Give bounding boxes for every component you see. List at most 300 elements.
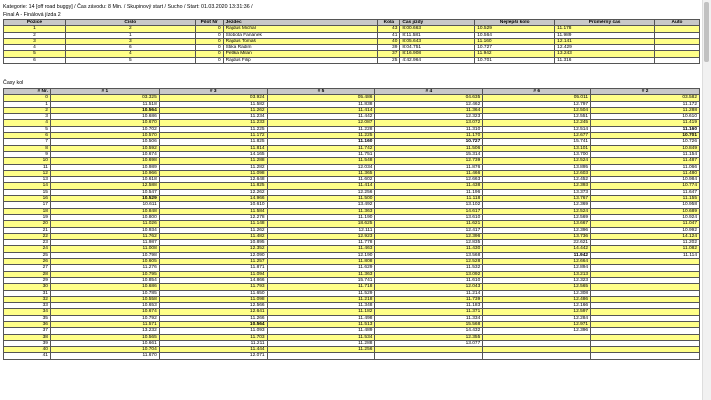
lap-number-cell: 11 <box>4 164 51 170</box>
results-cell-avg: 11.316 <box>555 57 655 63</box>
results-cell-pilot: 0 <box>195 51 223 57</box>
lap-time-cell: 11.233 <box>159 120 267 126</box>
lap-time-cell: 14.124 <box>591 233 700 239</box>
lap-time-cell: 05.011 <box>483 95 591 101</box>
lap-time-cell: 12.355 <box>375 334 483 340</box>
laps-col-header: # 5 <box>267 89 375 95</box>
lap-time-cell: 12.323 <box>483 277 591 283</box>
results-cell-laps: 40 <box>378 38 400 44</box>
report-header: Kategorie: 14 [off road buggy] / Čas závodu: 8 Min. / Skupinový start / Sucho / Start: 01.03.2020 13:31:36 / <box>3 4 253 10</box>
lap-time-cell: 11.026 <box>50 221 159 227</box>
lap-time-cell: 10.610 <box>591 114 700 120</box>
lap-time-cell: 11.266 <box>159 315 267 321</box>
laps-col-header: # Nr. <box>4 89 51 95</box>
results-cell-best: 10.564 <box>475 32 555 38</box>
lap-time-cell: 13.232 <box>50 328 159 334</box>
results-col-header: Čas jízdy <box>400 20 475 26</box>
lap-time-cell: 11.718 <box>267 284 375 290</box>
lap-time-cell: 15.741 <box>483 139 591 145</box>
results-cell-num: 1 <box>65 32 195 38</box>
lap-time-cell: 13.101 <box>483 145 591 151</box>
lap-number-cell: 10 <box>4 158 51 164</box>
lap-time-cell: 13.700 <box>483 151 591 157</box>
lap-time-cell: 13.568 <box>375 252 483 258</box>
lap-time-cell: 12.664 <box>483 259 591 265</box>
results-cell-pos: 3 <box>4 38 66 44</box>
laps-col-header: # 3 <box>159 89 267 95</box>
lap-time-cell: 12.524 <box>483 158 591 164</box>
lap-time-cell: 11.348 <box>267 303 375 309</box>
lap-time-cell: 13.102 <box>375 202 483 208</box>
results-cell-pos: 5 <box>4 51 66 57</box>
lap-time-cell: 03.325 <box>50 95 159 101</box>
lap-time-cell: 11.170 <box>375 133 483 139</box>
laps-col-header: # 4 <box>375 89 483 95</box>
lap-time-cell: 13.767 <box>483 196 591 202</box>
lap-time-cell: 14.165 <box>159 151 267 157</box>
results-cell-pilot: 0 <box>195 45 223 51</box>
lap-time-cell: 12.396 <box>483 227 591 233</box>
lap-number-cell: 13 <box>4 177 51 183</box>
lap-time-cell: 11.571 <box>50 321 159 327</box>
lap-number-cell: 0 <box>4 95 51 101</box>
lap-time-cell: 10.785 <box>50 290 159 296</box>
lap-time-cell: 11.334 <box>375 315 483 321</box>
lap-time-cell: 12.323 <box>375 114 483 120</box>
results-cell-pos: 1 <box>4 26 66 32</box>
lap-time-cell: 12.797 <box>483 101 591 107</box>
lap-time-cell: 11.793 <box>159 284 267 290</box>
lap-time-cell: 12.278 <box>159 214 267 220</box>
lap-time-cell: 11.196 <box>375 189 483 195</box>
lap-number-cell: 4 <box>4 120 51 126</box>
lap-time-cell: 10.701 <box>591 133 700 139</box>
lap-time-cell: 11.838 <box>267 101 375 107</box>
results-cell-name: Petlka Milan <box>223 51 378 57</box>
lap-time-cell: 11.621 <box>375 221 483 227</box>
lap-time-cell: 13.492 <box>267 202 375 208</box>
lap-time-cell: 10.798 <box>50 252 159 258</box>
lap-number-cell: 29 <box>4 277 51 283</box>
lap-time-cell: 11.225 <box>159 126 267 132</box>
lap-time-cell: 18.625 <box>267 221 375 227</box>
lap-time-cell: 12.393 <box>483 183 591 189</box>
lap-number-cell: 8 <box>4 145 51 151</box>
lap-time-cell: 12.603 <box>483 170 591 176</box>
results-cell-time: 8:16.908 <box>400 51 475 57</box>
lap-time-cell: 10.686 <box>50 114 159 120</box>
results-cell-avg: 11.989 <box>555 32 655 38</box>
lap-time-cell: 11.584 <box>159 208 267 214</box>
results-cell-avg: 12.141 <box>555 38 655 44</box>
lap-time-cell: 11.548 <box>267 158 375 164</box>
lap-time-cell: 11.262 <box>159 107 267 113</box>
lap-time-cell: 11.529 <box>267 290 375 296</box>
lap-time-cell: 10.610 <box>159 202 267 208</box>
results-cell-name: Rajdus Michal <box>223 26 378 32</box>
lap-time-cell: 10.958 <box>591 202 700 208</box>
lap-time-cell: 11.414 <box>267 183 375 189</box>
lap-time-cell: 12.588 <box>50 183 159 189</box>
lap-time-cell: 11.582 <box>159 101 267 107</box>
results-cell-num: 6 <box>65 45 195 51</box>
lap-time-cell: 11.762 <box>50 233 159 239</box>
lap-time-cell: 11.871 <box>159 265 267 271</box>
lap-time-cell: 12.971 <box>483 321 591 327</box>
lap-time-cell: 11.610 <box>375 277 483 283</box>
results-cell-best: 10.529 <box>475 26 555 32</box>
lap-time-cell: 11.363 <box>267 208 375 214</box>
lap-time-cell: 11.430 <box>375 246 483 252</box>
results-cell-best: 11.160 <box>475 38 555 44</box>
lap-time-cell: 10.726 <box>591 139 700 145</box>
lap-time-cell: 10.704 <box>50 347 159 353</box>
lap-time-cell: 11.742 <box>267 145 375 151</box>
lap-time-cell: 11.082 <box>591 246 700 252</box>
lap-time-cell <box>591 353 700 359</box>
lap-time-cell: 11.419 <box>591 120 700 126</box>
results-cell-time: 8:00.663 <box>400 26 475 32</box>
lap-time-cell: 15.314 <box>375 151 483 157</box>
lap-time-cell: 11.442 <box>267 114 375 120</box>
lap-time-cell: 11.498 <box>267 315 375 321</box>
results-cell-pos: 4 <box>4 45 66 51</box>
lap-time-cell: 11.047 <box>591 221 700 227</box>
results-cell-num: 3 <box>65 38 195 44</box>
lap-time-cell: 10.570 <box>50 133 159 139</box>
lap-time-cell: 11.703 <box>159 334 267 340</box>
results-cell-num: 2 <box>65 26 195 32</box>
lap-time-cell: 12.597 <box>483 309 591 315</box>
lap-number-cell: 22 <box>4 233 51 239</box>
lap-time-cell: 22.621 <box>483 240 591 246</box>
results-cell-car <box>655 57 700 63</box>
lap-time-cell: 11.098 <box>159 296 267 302</box>
lap-time-cell: 11.225 <box>267 133 375 139</box>
laps-col-header: # 2 <box>591 89 700 95</box>
results-col-header: Pozice <box>4 20 66 26</box>
lap-time-cell: 13.736 <box>483 233 591 239</box>
lap-number-cell: 38 <box>4 334 51 340</box>
lap-time-cell: 11.288 <box>159 158 267 164</box>
results-cell-pilot: 0 <box>195 26 223 32</box>
lap-time-cell: 11.825 <box>159 183 267 189</box>
lap-number-cell: 14 <box>4 183 51 189</box>
lap-time-cell: 12.452 <box>483 177 591 183</box>
lap-time-cell: 12.284 <box>483 315 591 321</box>
lap-time-cell: 11.066 <box>591 164 700 170</box>
lap-time-cell: 12.166 <box>483 303 591 309</box>
lap-number-cell: 18 <box>4 208 51 214</box>
lap-time-cell: 11.876 <box>375 164 483 170</box>
lap-time-cell: 13.092 <box>375 271 483 277</box>
final-title: Final A - Finálová jízda 2 <box>3 12 61 18</box>
lap-time-cell: 11.118 <box>375 196 483 202</box>
lap-time-cell: 11.513 <box>267 321 375 327</box>
lap-time-cell: 12.369 <box>483 202 591 208</box>
lap-time-cell <box>375 353 483 359</box>
lap-number-cell: 12 <box>4 170 51 176</box>
lap-time-cell <box>483 353 591 359</box>
lap-time-cell: 15.741 <box>267 277 375 283</box>
lap-time-cell: 12.087 <box>267 120 375 126</box>
results-cell-pos: 6 <box>4 57 66 63</box>
results-cell-name: Rajdus Filip <box>223 57 378 63</box>
results-cell-name: Slobota Fanánek <box>223 32 378 38</box>
lap-time-cell: 11.094 <box>159 271 267 277</box>
lap-time-cell: 12.524 <box>483 208 591 214</box>
lap-time-cell: 11.182 <box>267 309 375 315</box>
lap-time-cell: 10.592 <box>50 145 159 151</box>
lap-number-cell: 6 <box>4 133 51 139</box>
lap-time-cell: 10.529 <box>50 196 159 202</box>
lap-time-cell: 12.739 <box>375 158 483 164</box>
lap-time-cell: 12.551 <box>483 114 591 120</box>
lap-time-cell: 12.528 <box>375 259 483 265</box>
lap-number-cell: 7 <box>4 139 51 145</box>
lap-time-cell: 11.148 <box>159 221 267 227</box>
results-col-header: Průměrný čas <box>555 20 655 26</box>
lap-number-cell: 33 <box>4 303 51 309</box>
lap-time-cell: 10.795 <box>50 271 159 277</box>
results-cell-time: 8:11.581 <box>400 32 475 38</box>
lap-time-cell: 10.547 <box>50 189 159 195</box>
lap-number-cell: 1 <box>4 101 51 107</box>
results-cell-best: 11.942 <box>475 51 555 57</box>
lap-time-cell: 11.825 <box>159 139 267 145</box>
lap-time-cell: 11.987 <box>50 240 159 246</box>
lap-time-cell: 11.371 <box>375 309 483 315</box>
lap-time-cell: 12.352 <box>159 246 267 252</box>
lap-time-cell: 11.234 <box>159 114 267 120</box>
lap-number-cell: 26 <box>4 259 51 265</box>
lap-time-cell: 12.111 <box>267 227 375 233</box>
results-cell-avg: 12.429 <box>555 45 655 51</box>
lap-number-cell: 41 <box>4 353 51 359</box>
lap-number-cell: 25 <box>4 252 51 258</box>
lap-time-cell: 10.792 <box>50 315 159 321</box>
results-cell-num: 4 <box>65 51 195 57</box>
results-cell-name: Rajdus Tomáš <box>223 38 378 44</box>
lap-time-cell: 11.438 <box>375 183 483 189</box>
lap-time-cell: 11.466 <box>375 170 483 176</box>
results-col-header: Jezdec <box>223 20 378 26</box>
lap-time-cell: 10.924 <box>591 214 700 220</box>
lap-time-cell: 12.462 <box>375 101 483 107</box>
lap-time-cell: 12.262 <box>159 189 267 195</box>
results-cell-pilot: 0 <box>195 38 223 44</box>
lap-time-cell: 13.895 <box>483 164 591 170</box>
lap-time-cell: 11.262 <box>159 227 267 233</box>
results-col-header: Nejlepší kolo <box>475 20 555 26</box>
lap-number-cell: 17 <box>4 202 51 208</box>
lap-time-cell: 11.172 <box>591 101 700 107</box>
lap-time-cell: 14.617 <box>375 208 483 214</box>
lap-time-cell: 11.532 <box>375 265 483 271</box>
lap-time-cell: 12.090 <box>159 252 267 258</box>
lap-number-cell: 30 <box>4 284 51 290</box>
lap-time-cell: 10.849 <box>591 145 700 151</box>
lap-row <box>4 353 700 359</box>
lap-time-cell: 11.093 <box>159 328 267 334</box>
lap-time-cell: 11.778 <box>267 240 375 246</box>
lap-time-cell: 12.923 <box>267 233 375 239</box>
vertical-scrollbar[interactable] <box>702 0 711 400</box>
lap-time-cell: 03.582 <box>591 95 700 101</box>
laps-col-header: # 6 <box>483 89 591 95</box>
lap-time-cell: 10.800 <box>50 214 159 220</box>
lap-time-cell: 13.213 <box>483 271 591 277</box>
results-cell-laps: 41 <box>378 32 400 38</box>
lap-time-cell: 12.677 <box>483 133 591 139</box>
lap-time-cell: 12.641 <box>159 309 267 315</box>
lap-time-cell: 12.396 <box>375 233 483 239</box>
results-table <box>3 19 700 64</box>
laps-table <box>3 88 700 360</box>
lap-time-cell: 11.506 <box>375 145 483 151</box>
lap-number-cell: 28 <box>4 271 51 277</box>
lap-time-cell: 10.558 <box>50 296 159 302</box>
lap-time-cell: 04.635 <box>375 95 483 101</box>
lap-time-cell: 11.172 <box>159 133 267 139</box>
lap-time-cell: 10.565 <box>50 334 159 340</box>
lap-time-cell: 10.895 <box>159 240 267 246</box>
lap-time-cell: 10.702 <box>50 126 159 132</box>
results-cell-best: 10.727 <box>475 45 555 51</box>
lap-time-cell: 10.689 <box>591 208 700 214</box>
results-cell-best: 10.701 <box>475 57 555 63</box>
lap-time-cell: 12.071 <box>159 353 267 359</box>
scrollbar-thumb[interactable] <box>704 2 709 62</box>
lap-time-cell: 11.288 <box>591 107 700 113</box>
lap-time-cell: 14.442 <box>483 246 591 252</box>
lap-time-cell: 11.414 <box>267 107 375 113</box>
lap-time-cell: 12.417 <box>375 227 483 233</box>
lap-time-cell: 11.365 <box>267 170 375 176</box>
lap-time-cell: 13.667 <box>483 221 591 227</box>
lap-time-cell: 11.154 <box>591 151 700 157</box>
lap-time-cell: 11.256 <box>267 347 375 353</box>
lap-number-cell: 3 <box>4 114 51 120</box>
lap-time-cell: 11.463 <box>267 246 375 252</box>
lap-number-cell: 40 <box>4 347 51 353</box>
lap-time-cell: 11.288 <box>267 340 375 346</box>
lap-time-cell: 10.774 <box>591 183 700 189</box>
lap-time-cell: 11.814 <box>159 145 267 151</box>
results-row <box>4 57 700 63</box>
lap-time-cell: 11.160 <box>267 139 375 145</box>
lap-time-cell: 10.848 <box>50 208 159 214</box>
lap-time-cell: 11.629 <box>267 265 375 271</box>
lap-time-cell: 11.160 <box>591 126 700 132</box>
lap-time-cell: 03.924 <box>159 95 267 101</box>
results-cell-laps: 43 <box>378 26 400 32</box>
lap-time-cell: 14.866 <box>159 277 267 283</box>
lap-time-cell: 12.245 <box>483 120 591 126</box>
lap-time-cell: 11.650 <box>159 290 267 296</box>
lap-number-cell: 20 <box>4 221 51 227</box>
lap-time-cell: 10.653 <box>50 303 159 309</box>
lap-time-cell: 12.569 <box>483 214 591 220</box>
lap-time-cell: 11.489 <box>267 328 375 334</box>
lap-time-cell: 11.098 <box>159 170 267 176</box>
lap-time-cell: 11.114 <box>591 252 700 258</box>
lap-time-cell: 10.564 <box>50 107 159 113</box>
lap-time-cell: 10.670 <box>50 120 159 126</box>
lap-time-cell: 12.486 <box>483 296 591 302</box>
lap-time-cell: 10.854 <box>50 277 159 283</box>
lap-time-cell: 10.506 <box>50 139 159 145</box>
lap-time-cell: 12.835 <box>375 240 483 246</box>
lap-time-cell: 11.218 <box>267 296 375 302</box>
lap-number-cell: 21 <box>4 227 51 233</box>
results-cell-time: 8:04.751 <box>400 45 475 51</box>
lap-time-cell: 11.183 <box>375 303 483 309</box>
lap-time-cell: 11.211 <box>159 340 267 346</box>
lap-time-cell: 14.966 <box>159 196 267 202</box>
lap-time-cell: 11.190 <box>267 214 375 220</box>
lap-time-cell: 12.504 <box>483 107 591 113</box>
lap-time-cell: 13.072 <box>375 120 483 126</box>
lap-time-cell: 11.500 <box>267 196 375 202</box>
results-cell-laps: 37 <box>378 51 400 57</box>
lap-time-cell: 10.984 <box>591 177 700 183</box>
results-cell-pilot: 0 <box>195 32 223 38</box>
lap-time-cell: 12.663 <box>375 177 483 183</box>
lap-time-cell: 11.751 <box>267 151 375 157</box>
lap-time-cell: 12.043 <box>375 284 483 290</box>
lap-time-cell: 11.363 <box>267 271 375 277</box>
lap-time-cell: 13.373 <box>483 189 591 195</box>
lap-time-cell: 11.202 <box>591 240 700 246</box>
lap-time-cell: 11.444 <box>159 347 267 353</box>
lap-number-cell: 16 <box>4 196 51 202</box>
lap-time-cell: 11.534 <box>267 334 375 340</box>
lap-number-cell: 24 <box>4 246 51 252</box>
lap-number-cell: 2 <box>4 107 51 113</box>
lap-time-cell: 10.564 <box>159 321 267 327</box>
lap-time-cell: 14.432 <box>375 328 483 334</box>
results-col-header: Kola <box>378 20 400 26</box>
lap-time-cell: 12.565 <box>483 284 591 290</box>
lap-time-cell <box>267 353 375 359</box>
lap-number-cell: 39 <box>4 340 51 346</box>
lap-time-cell: 10.934 <box>50 227 159 233</box>
lap-time-cell: 11.364 <box>375 107 483 113</box>
lap-time-cell: 11.214 <box>375 290 483 296</box>
lap-time-cell: 11.518 <box>50 101 159 107</box>
lap-time-cell: 10.727 <box>375 139 483 145</box>
lap-time-cell: 11.155 <box>591 196 700 202</box>
lap-time-cell: 11.942 <box>483 252 591 258</box>
lap-time-cell: 10.661 <box>50 340 159 346</box>
lap-number-cell: 37 <box>4 328 51 334</box>
results-cell-name: Štika Radim <box>223 45 378 51</box>
results-cell-pos: 2 <box>4 32 66 38</box>
results-cell-pilot: 0 <box>195 57 223 63</box>
lap-time-cell: 10.674 <box>50 309 159 315</box>
lap-time-cell: 10.674 <box>50 151 159 157</box>
lap-time-cell: 11.808 <box>267 259 375 265</box>
lap-time-cell: 10.618 <box>50 177 159 183</box>
lap-number-cell: 34 <box>4 309 51 315</box>
lap-time-cell: 10.611 <box>50 202 159 208</box>
lap-number-cell: 9 <box>4 151 51 157</box>
laps-title: Časy kol <box>3 80 24 86</box>
lap-time-cell: 11.257 <box>159 259 267 265</box>
results-cell-laps: 25 <box>378 57 400 63</box>
lap-time-cell: 13.077 <box>375 340 483 346</box>
